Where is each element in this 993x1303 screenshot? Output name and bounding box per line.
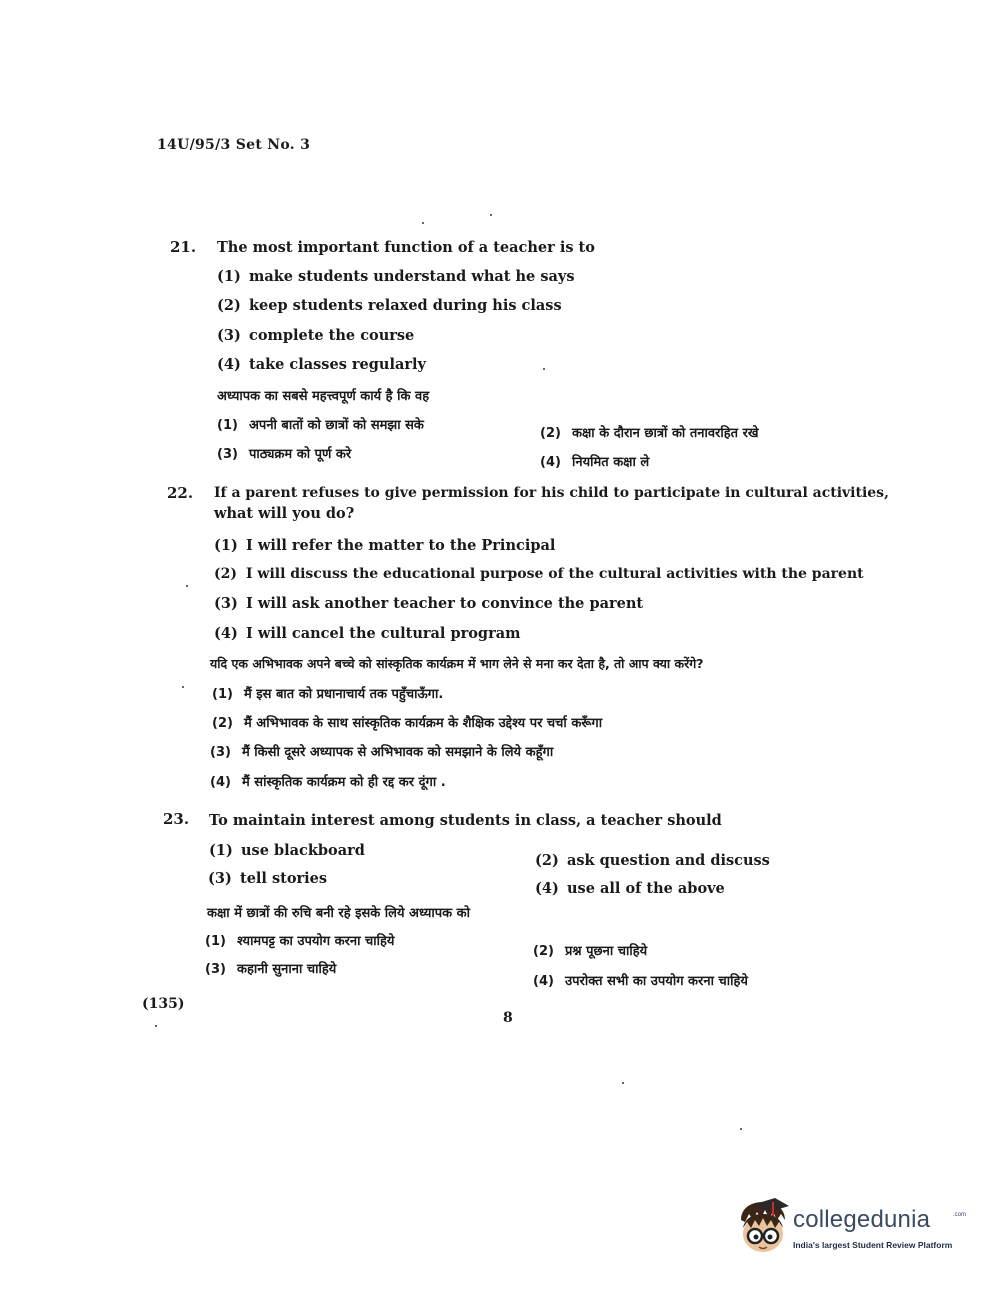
option-hi: (2) कक्षा के दौरान छात्रों को तनावरहित रखे bbox=[540, 426, 759, 441]
option-hi: (4) मैं सांस्कृतिक कार्यक्रम को ही रद्द कर दूंगा . bbox=[210, 775, 446, 790]
option-hi: (3) कहानी सुनाना चाहिये bbox=[205, 962, 337, 977]
option-hi: (3) पाठ्यक्रम को पूर्ण करे bbox=[217, 447, 352, 462]
scan-speck bbox=[186, 585, 188, 587]
option-hi: (2) मैं अभिभावक के साथ सांस्कृतिक कार्यक्रम के शैक्षिक उद्देश्य पर चर्चा करूँगा bbox=[212, 716, 603, 731]
brand-tagline: India's largest Student Review Platform bbox=[793, 1240, 953, 1250]
option-hi: (1) श्यामपट्ट का उपयोग करना चाहिये bbox=[205, 934, 395, 949]
scan-speck bbox=[622, 1082, 624, 1084]
question-text-hi: यदि एक अभिभावक अपने बच्चे को सांस्कृतिक कार्यक्रम में भाग लेने से मना कर देता है, तो आप क्या करेंगे? bbox=[210, 656, 704, 671]
question-text-en: To maintain interest among students in class, a teacher should bbox=[209, 812, 722, 829]
mascot-icon bbox=[735, 1198, 791, 1256]
scan-speck bbox=[490, 214, 492, 216]
page-number: 8 bbox=[503, 1010, 513, 1026]
option-en: (3) I will ask another teacher to convince the parent bbox=[214, 595, 644, 612]
scan-speck bbox=[543, 368, 545, 370]
option-hi: (4) उपरोक्त सभी का उपयोग करना चाहिये bbox=[533, 974, 748, 989]
scan-speck bbox=[182, 686, 184, 688]
question-number: 22. bbox=[167, 484, 194, 502]
option-en: (2) keep students relaxed during his class bbox=[217, 297, 562, 314]
option-en: (1) I will refer the matter to the Principal bbox=[214, 537, 556, 554]
question-text-en: The most important function of a teacher is to bbox=[217, 239, 595, 256]
scan-speck bbox=[422, 222, 424, 224]
option-hi: (1) अपनी बातों को छात्रों को समझा सके bbox=[217, 418, 424, 433]
scan-speck bbox=[740, 1128, 742, 1130]
brand-suffix: .com bbox=[953, 1212, 967, 1218]
option-en: (3) tell stories bbox=[208, 870, 328, 887]
scan-speck bbox=[155, 1025, 157, 1027]
option-en: (1) make students understand what he says bbox=[217, 268, 575, 285]
footer-code: (135) bbox=[142, 996, 185, 1012]
question-text-hi: कक्षा में छात्रों की रुचि बनी रहे इसके लिये अध्यापक को bbox=[207, 906, 471, 921]
option-hi: (3) मैं किसी दूसरे अध्यापक से अभिभावक को समझाने के लिये कहूँगा bbox=[210, 745, 554, 760]
option-en: (1) use blackboard bbox=[209, 842, 365, 859]
option-hi: (2) प्रश्न पूछना चाहिये bbox=[533, 944, 648, 959]
option-en: (4) take classes regularly bbox=[217, 356, 426, 373]
option-en: (2) I will discuss the educational purpose of the cultural activities with the parent bbox=[214, 566, 864, 582]
question-text-hi: अध्यापक का सबसे महत्त्वपूर्ण कार्य है कि वह bbox=[217, 389, 430, 404]
question-number: 21. bbox=[170, 238, 197, 256]
option-en: (2) ask question and discuss bbox=[535, 852, 770, 869]
option-en: (4) use all of the above bbox=[535, 880, 725, 897]
question-text-en-continued: what will you do? bbox=[214, 505, 355, 522]
question-number: 23. bbox=[163, 810, 190, 828]
option-en: (3) complete the course bbox=[217, 327, 415, 344]
paper-code: 14U/95/3 Set No. 3 bbox=[157, 137, 311, 153]
option-en: (4) I will cancel the cultural program bbox=[214, 625, 521, 642]
question-text-en: If a parent refuses to give permission for his child to participate in cultural activities, bbox=[214, 485, 889, 501]
brand-name: collegedunia bbox=[793, 1206, 931, 1233]
collegedunia-logo bbox=[735, 1198, 965, 1260]
option-hi: (1) मैं इस बात को प्रधानाचार्य तक पहुँचाऊँगा. bbox=[212, 687, 444, 702]
option-hi: (4) नियमित कक्षा ले bbox=[540, 455, 650, 470]
